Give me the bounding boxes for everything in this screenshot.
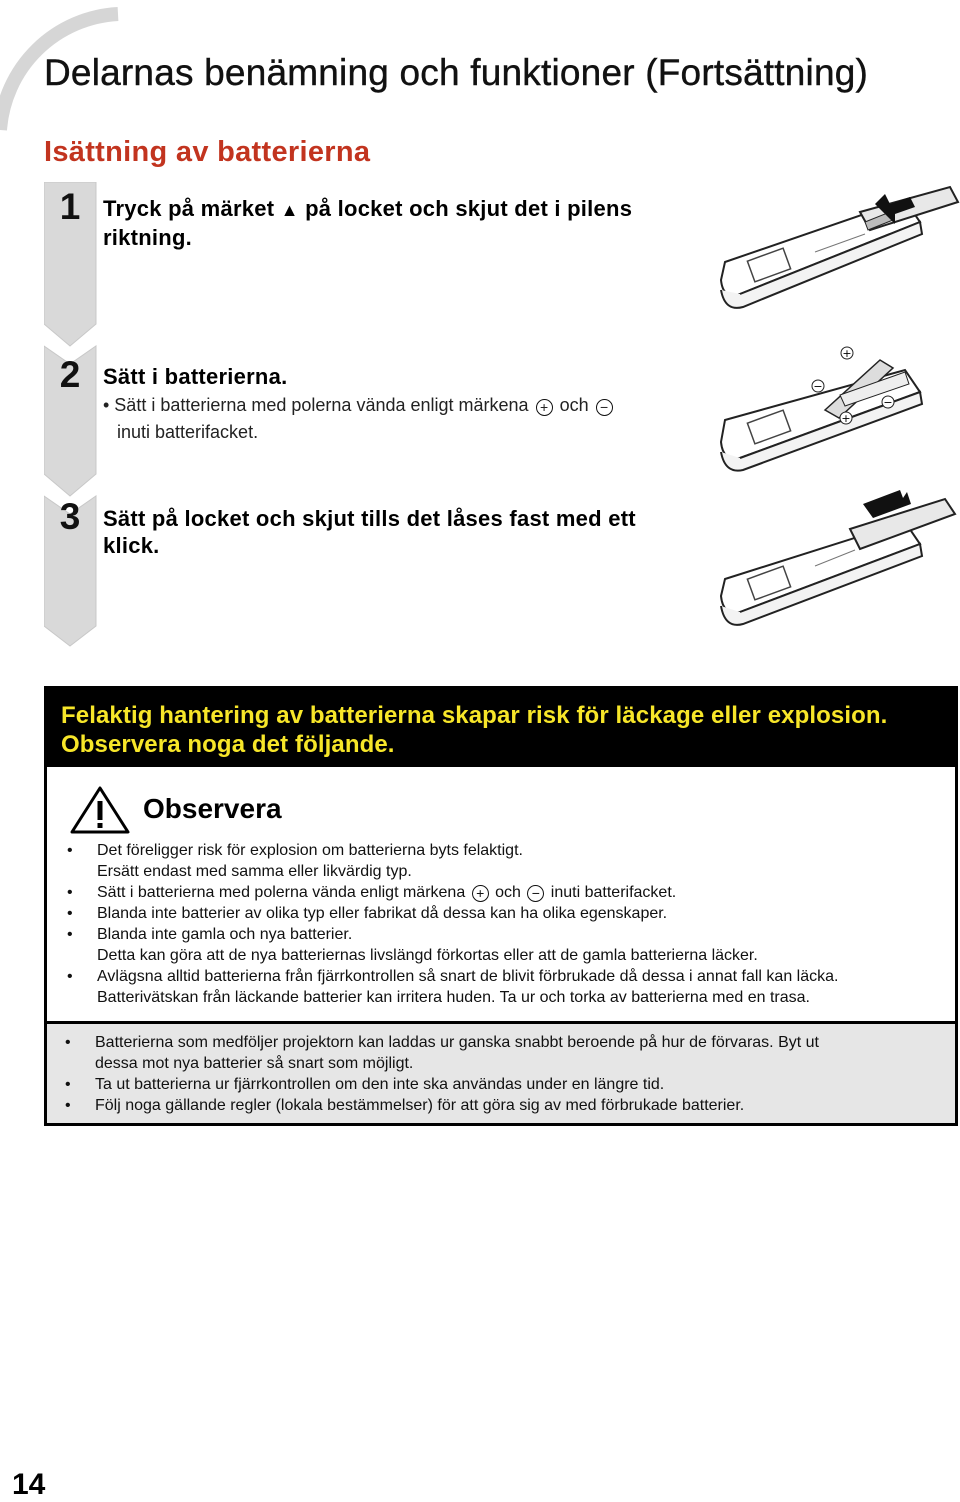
- list-item: • Blanda inte gamla och nya batterier. Detta kan göra att de nya batteriernas livslängd förkortas eller att de gamla batterierna läcker.: [67, 926, 758, 964]
- caution-list: [67, 840, 945, 1008]
- page-title: Delarnas benämning och funktioner (Fortsättning): [44, 52, 869, 93]
- remote-control-battery-illustration: [715, 340, 960, 475]
- list-item: • Ta ut batterierna ur fjärrkontrollen om den inte ska användas under en längre tid.: [65, 1076, 665, 1093]
- list-item: • Följ noga gällande regler (lokala bestämmelser) för att göra sig av med förbrukade batterier.: [65, 1097, 745, 1114]
- page-number: 14: [12, 1468, 46, 1501]
- list-item: • Blanda inte batterier av olika typ eller fabrikat då dessa kan ha olika egenskaper.: [67, 905, 668, 922]
- svg-text:+: +: [841, 412, 851, 425]
- step-number-2: 2: [59, 354, 81, 395]
- list-item: • Det föreligger risk för explosion om batterierna byts felaktigt. Ersätt endast med samma eller likvärdig typ.: [67, 842, 523, 880]
- remote-control-cover-illustration: [715, 484, 960, 634]
- step-number-3: 3: [59, 496, 81, 537]
- step-tabs: [44, 182, 100, 647]
- list-item: • Batterierna som medföljer projektorn kan laddas ur ganska snabbt beroende på hur de förvaras. Byt ut dessa mot nya batterier så snart som möjligt.: [65, 1034, 819, 1072]
- step-3-text: Sätt på locket och skjut tills det låses fast med ett klick.: [103, 506, 636, 558]
- step-number-1: 1: [59, 186, 81, 227]
- list-item: • Avlägsna alltid batterierna från fjärrkontrollen så snart de blivit förbrukade då dessa i annat fall kan läcka. Batterivätskan från läckande batterier kan irritera huden. Ta ur och torka av batterierna med en trasa.: [67, 968, 839, 1006]
- svg-text:−: −: [813, 380, 823, 393]
- step-2-text: Sätt i batterierna. • Sätt i batterierna med polerna vända enligt märkena + och − inuti batterifacket.: [103, 363, 693, 444]
- notes-band: [47, 1021, 955, 1123]
- plus-icon: +: [472, 885, 489, 902]
- remote-control-illustration: [715, 182, 960, 317]
- plus-icon: +: [536, 399, 553, 416]
- list-item: • Sätt i batterierna med polerna vända enligt märkena + och − inuti batterifacket.: [67, 884, 677, 901]
- step-1-text: Tryck på märket ▲ på locket och skjut det i pilens riktning.: [103, 196, 633, 250]
- triangle-marker-icon: ▲: [280, 200, 299, 220]
- warning-header: Felaktig hantering av batterierna skapar risk för läckage eller explosion. Observera noga det följande.: [47, 689, 955, 767]
- minus-icon: −: [596, 399, 613, 416]
- caution-triangle-icon: [69, 785, 131, 835]
- section-title: Isättning av batterierna: [44, 136, 371, 168]
- minus-icon: −: [527, 885, 544, 902]
- notes-list: [65, 1032, 945, 1116]
- svg-text:+: +: [842, 347, 852, 360]
- caution-title: Observera: [143, 793, 282, 824]
- svg-text:−: −: [883, 396, 893, 409]
- warning-box: [44, 686, 958, 1126]
